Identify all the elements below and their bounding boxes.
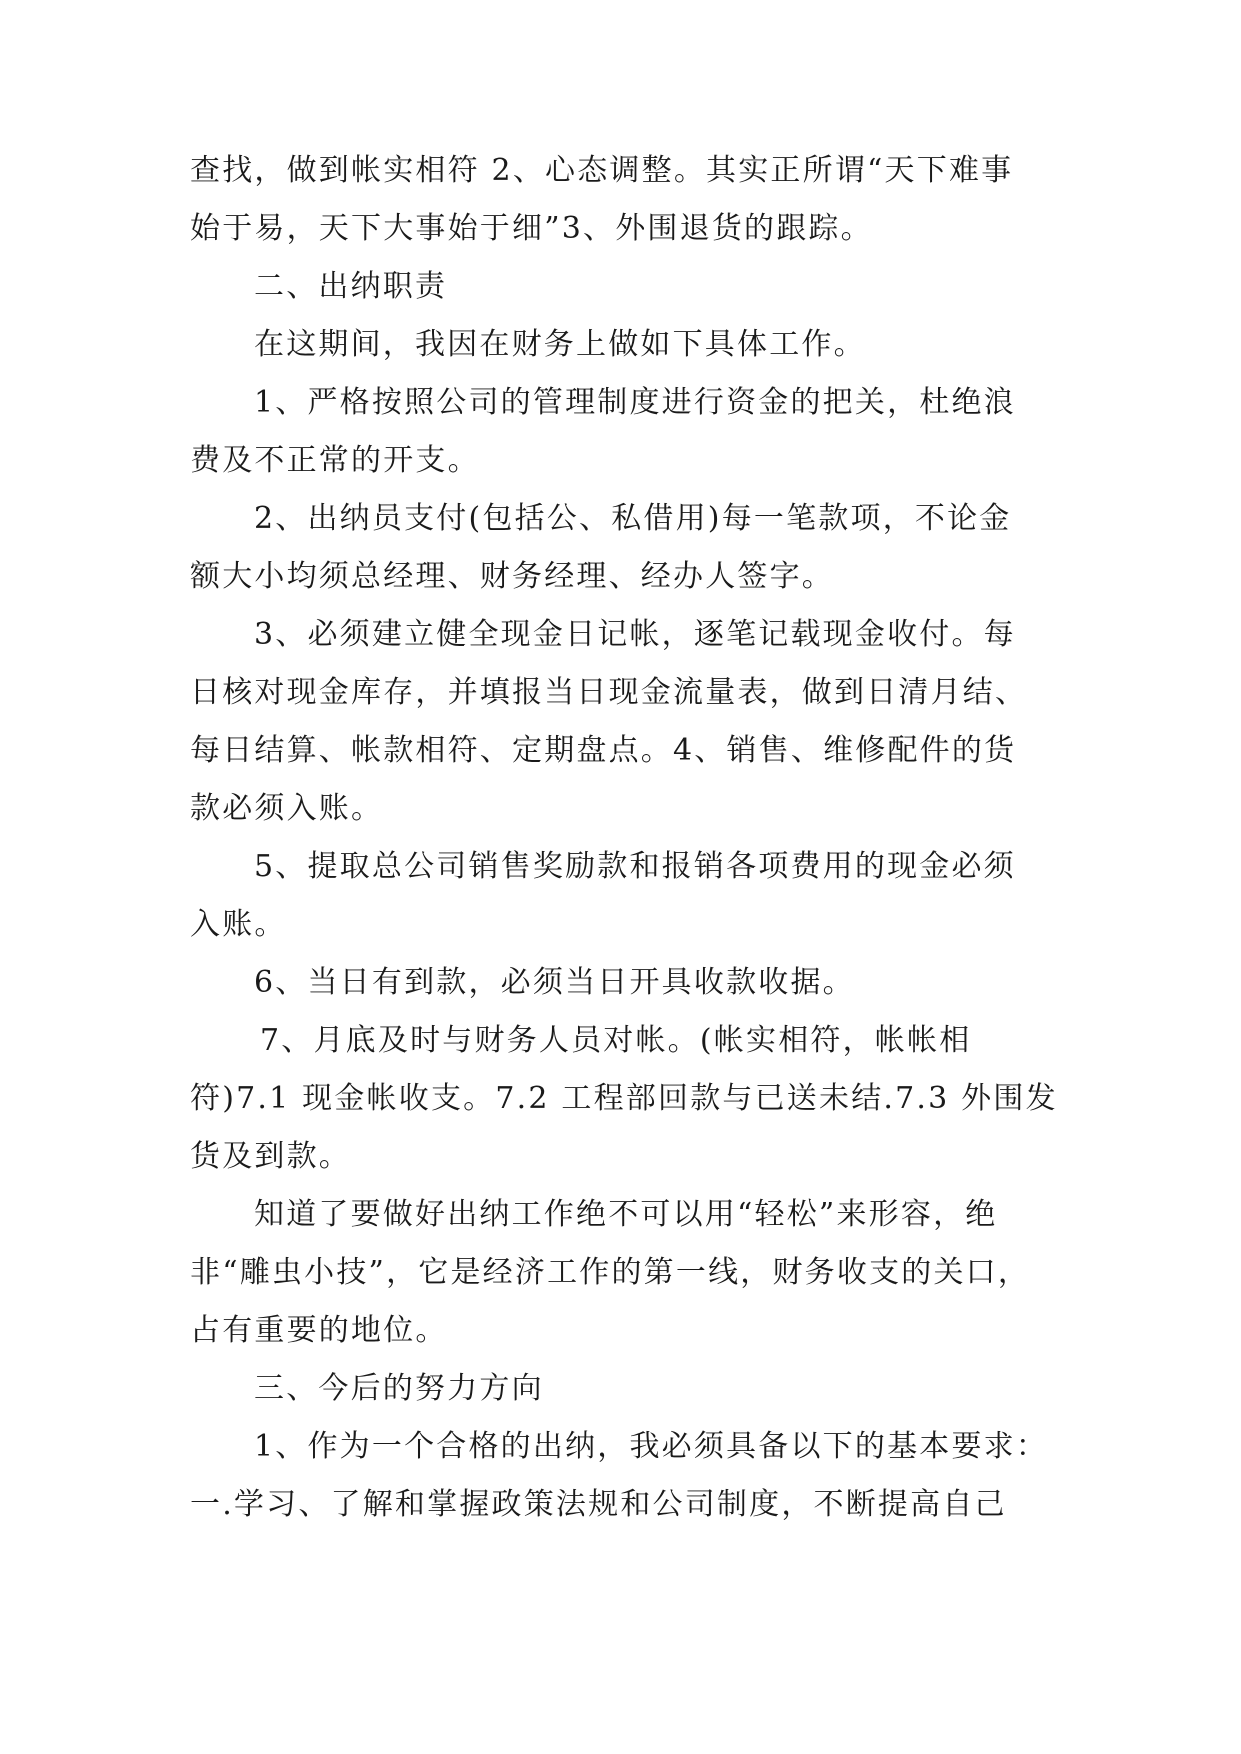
text-line: 额大小均须总经理、财务经理、经办人签字。 — [190, 559, 834, 594]
text-line: 2、出纳员支付(包括公、私借用)每一笔款项，不论金 — [254, 501, 1012, 536]
section-heading: 二、出纳职责 — [254, 269, 448, 304]
text-line: 1、严格按照公司的管理制度进行资金的把关，杜绝浪 — [254, 385, 1016, 420]
text-line: 非“雕虫小技”，它是经济工作的第一线，财务收支的关口， — [190, 1255, 1031, 1290]
text-line: 一.学习、了解和掌握政策法规和公司制度，不断提高自己 — [190, 1487, 1007, 1522]
text-line: 知道了要做好出纳工作绝不可以用“轻松”来形容，绝 — [254, 1197, 998, 1232]
text-line: 7、月底及时与财务人员对帐。(帐实相符，帐帐相 — [260, 1023, 972, 1058]
text-line: 5、提取总公司销售奖励款和报销各项费用的现金必须 — [254, 849, 1016, 884]
text-line: 日核对现金库存，并填报当日现金流量表，做到日清月结、 — [190, 675, 1028, 710]
text-line: 入账。 — [190, 907, 287, 942]
text-line: 始于易，天下大事始于细”3、外围退货的跟踪。 — [190, 211, 873, 246]
text-line: 占有重要的地位。 — [190, 1313, 448, 1348]
text-line: 款必须入账。 — [190, 791, 384, 826]
text-line: 符)7.1 现金帐收支。7.2 工程部回款与已送未结.7.3 外围发 — [190, 1081, 1058, 1116]
text-line: 1、作为一个合格的出纳，我必须具备以下的基本要求： — [254, 1429, 1049, 1464]
text-line: 在这期间，我因在财务上做如下具体工作。 — [254, 327, 866, 362]
document-page — [190, 142, 1070, 1534]
section-heading: 三、今后的努力方向 — [254, 1371, 544, 1406]
text-line: 每日结算、帐款相符、定期盘点。4、销售、维修配件的货 — [190, 733, 1017, 768]
text-line: 3、必须建立健全现金日记帐，逐笔记载现金收付。每 — [254, 617, 1016, 652]
text-line: 6、当日有到款，必须当日开具收款收据。 — [254, 965, 855, 1000]
text-line: 费及不正常的开支。 — [190, 443, 480, 478]
text-line: 货及到款。 — [190, 1139, 351, 1174]
text-line: 查找，做到帐实相符 2、心态调整。其实正所谓“天下难事 — [190, 153, 1014, 188]
